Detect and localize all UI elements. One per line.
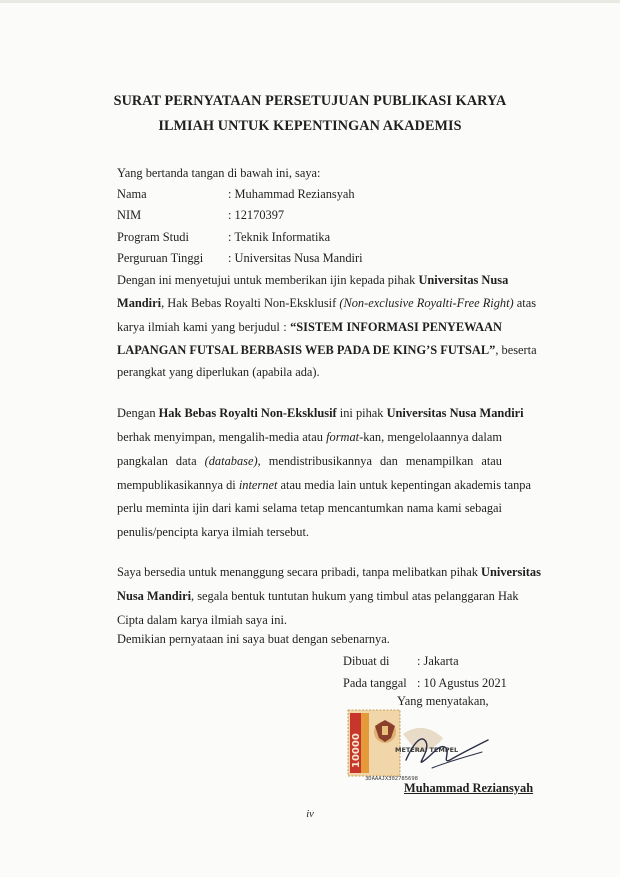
intro-text: Yang bertanda tangan di bawah ini, saya: [117, 166, 321, 180]
paragraph3-line3: Cipta dalam karya ilmiah saya ini. [117, 613, 287, 627]
stamp-value: 10000 [351, 733, 362, 768]
signature [392, 712, 492, 782]
paragraph3-line1: Saya bersedia untuk menanggung secara pribadi, tanpa melibatkan pihak Universitas [117, 565, 541, 579]
paragraph1-line1: Dengan ini menyetujui untuk memberikan ijin kepada pihak Universitas Nusa [117, 273, 509, 287]
signoff-text: Yang menyatakan, [397, 694, 489, 708]
field-label-nama: Nama [117, 187, 147, 201]
field-label-prodi: Program Studi [117, 230, 189, 244]
paragraph2-line6: penulis/pencipta karya ilmiah tersebut. [117, 525, 309, 539]
paragraph2-line4: mempublikasikannya di internet atau media lain untuk kepentingan akademis tanpa [117, 478, 531, 492]
stamp-orange-band [361, 713, 369, 773]
paragraph1-line5: perangkat yang diperlukan (apabila ada). [117, 365, 320, 379]
page-number: iv [306, 809, 314, 820]
stamp-serial: 3DAAAJX302785698 [365, 776, 418, 782]
signer-name: Muhammad Reziansyah [404, 781, 534, 795]
paragraph1-line3: karya ilmiah kami yang berjudul : “SISTEM INFORMASI PENYEWAAN [117, 320, 502, 334]
scan-edge [0, 0, 620, 3]
document-title-line2: ILMIAH UNTUK KEPENTINGAN AKADEMIS [158, 118, 462, 134]
paragraph1-line4: LAPANGAN FUTSAL BERBASIS WEB PADA DE KING’S FUTSAL”, beserta [117, 343, 537, 357]
field-value-nim: : 12170397 [228, 208, 285, 222]
place-label: Dibuat di [343, 654, 390, 668]
field-value-nama: : Muhammad Reziansyah [228, 187, 355, 201]
paragraph3-line2: Nusa Mandiri, segala bentuk tuntutan hukum yang timbul atas pelanggaran Hak [117, 589, 519, 603]
closing-statement: Demikian pernyataan ini saya buat dengan sebenarnya. [117, 632, 390, 646]
field-value-pt: : Universitas Nusa Mandiri [228, 251, 363, 265]
date-label: Pada tanggal [343, 676, 407, 690]
paragraph2-line5: perlu meminta ijin dari kami selama tetap mencantumkan nama kami sebagai [117, 501, 502, 515]
field-value-prodi: : Teknik Informatika [228, 230, 331, 244]
paragraph2-line1: Dengan Hak Bebas Royalti Non-Eksklusif ini pihak Universitas Nusa Mandiri [117, 406, 524, 420]
document-title-line1: SURAT PERNYATAAN PERSETUJUAN PUBLIKASI KARYA [113, 93, 507, 109]
paragraph2-line3: pangkalan data (database), mendistribusikannya dan menampilkan atau [117, 454, 502, 468]
stamp-label: METERAI TEMPEL [395, 746, 459, 754]
paragraph2-line2: berhak menyimpan, mengalih-media atau format-kan, mengelolaannya dalam [117, 430, 502, 444]
place-value: : Jakarta [417, 654, 459, 668]
field-label-nim: NIM [117, 208, 142, 222]
date-value: : 10 Agustus 2021 [417, 676, 507, 690]
paragraph1-line2: Mandiri, Hak Bebas Royalti Non-Eksklusif (Non-exclusive Royalti-Free Right) atas [117, 296, 537, 310]
field-label-pt: Perguruan Tinggi [117, 251, 204, 265]
